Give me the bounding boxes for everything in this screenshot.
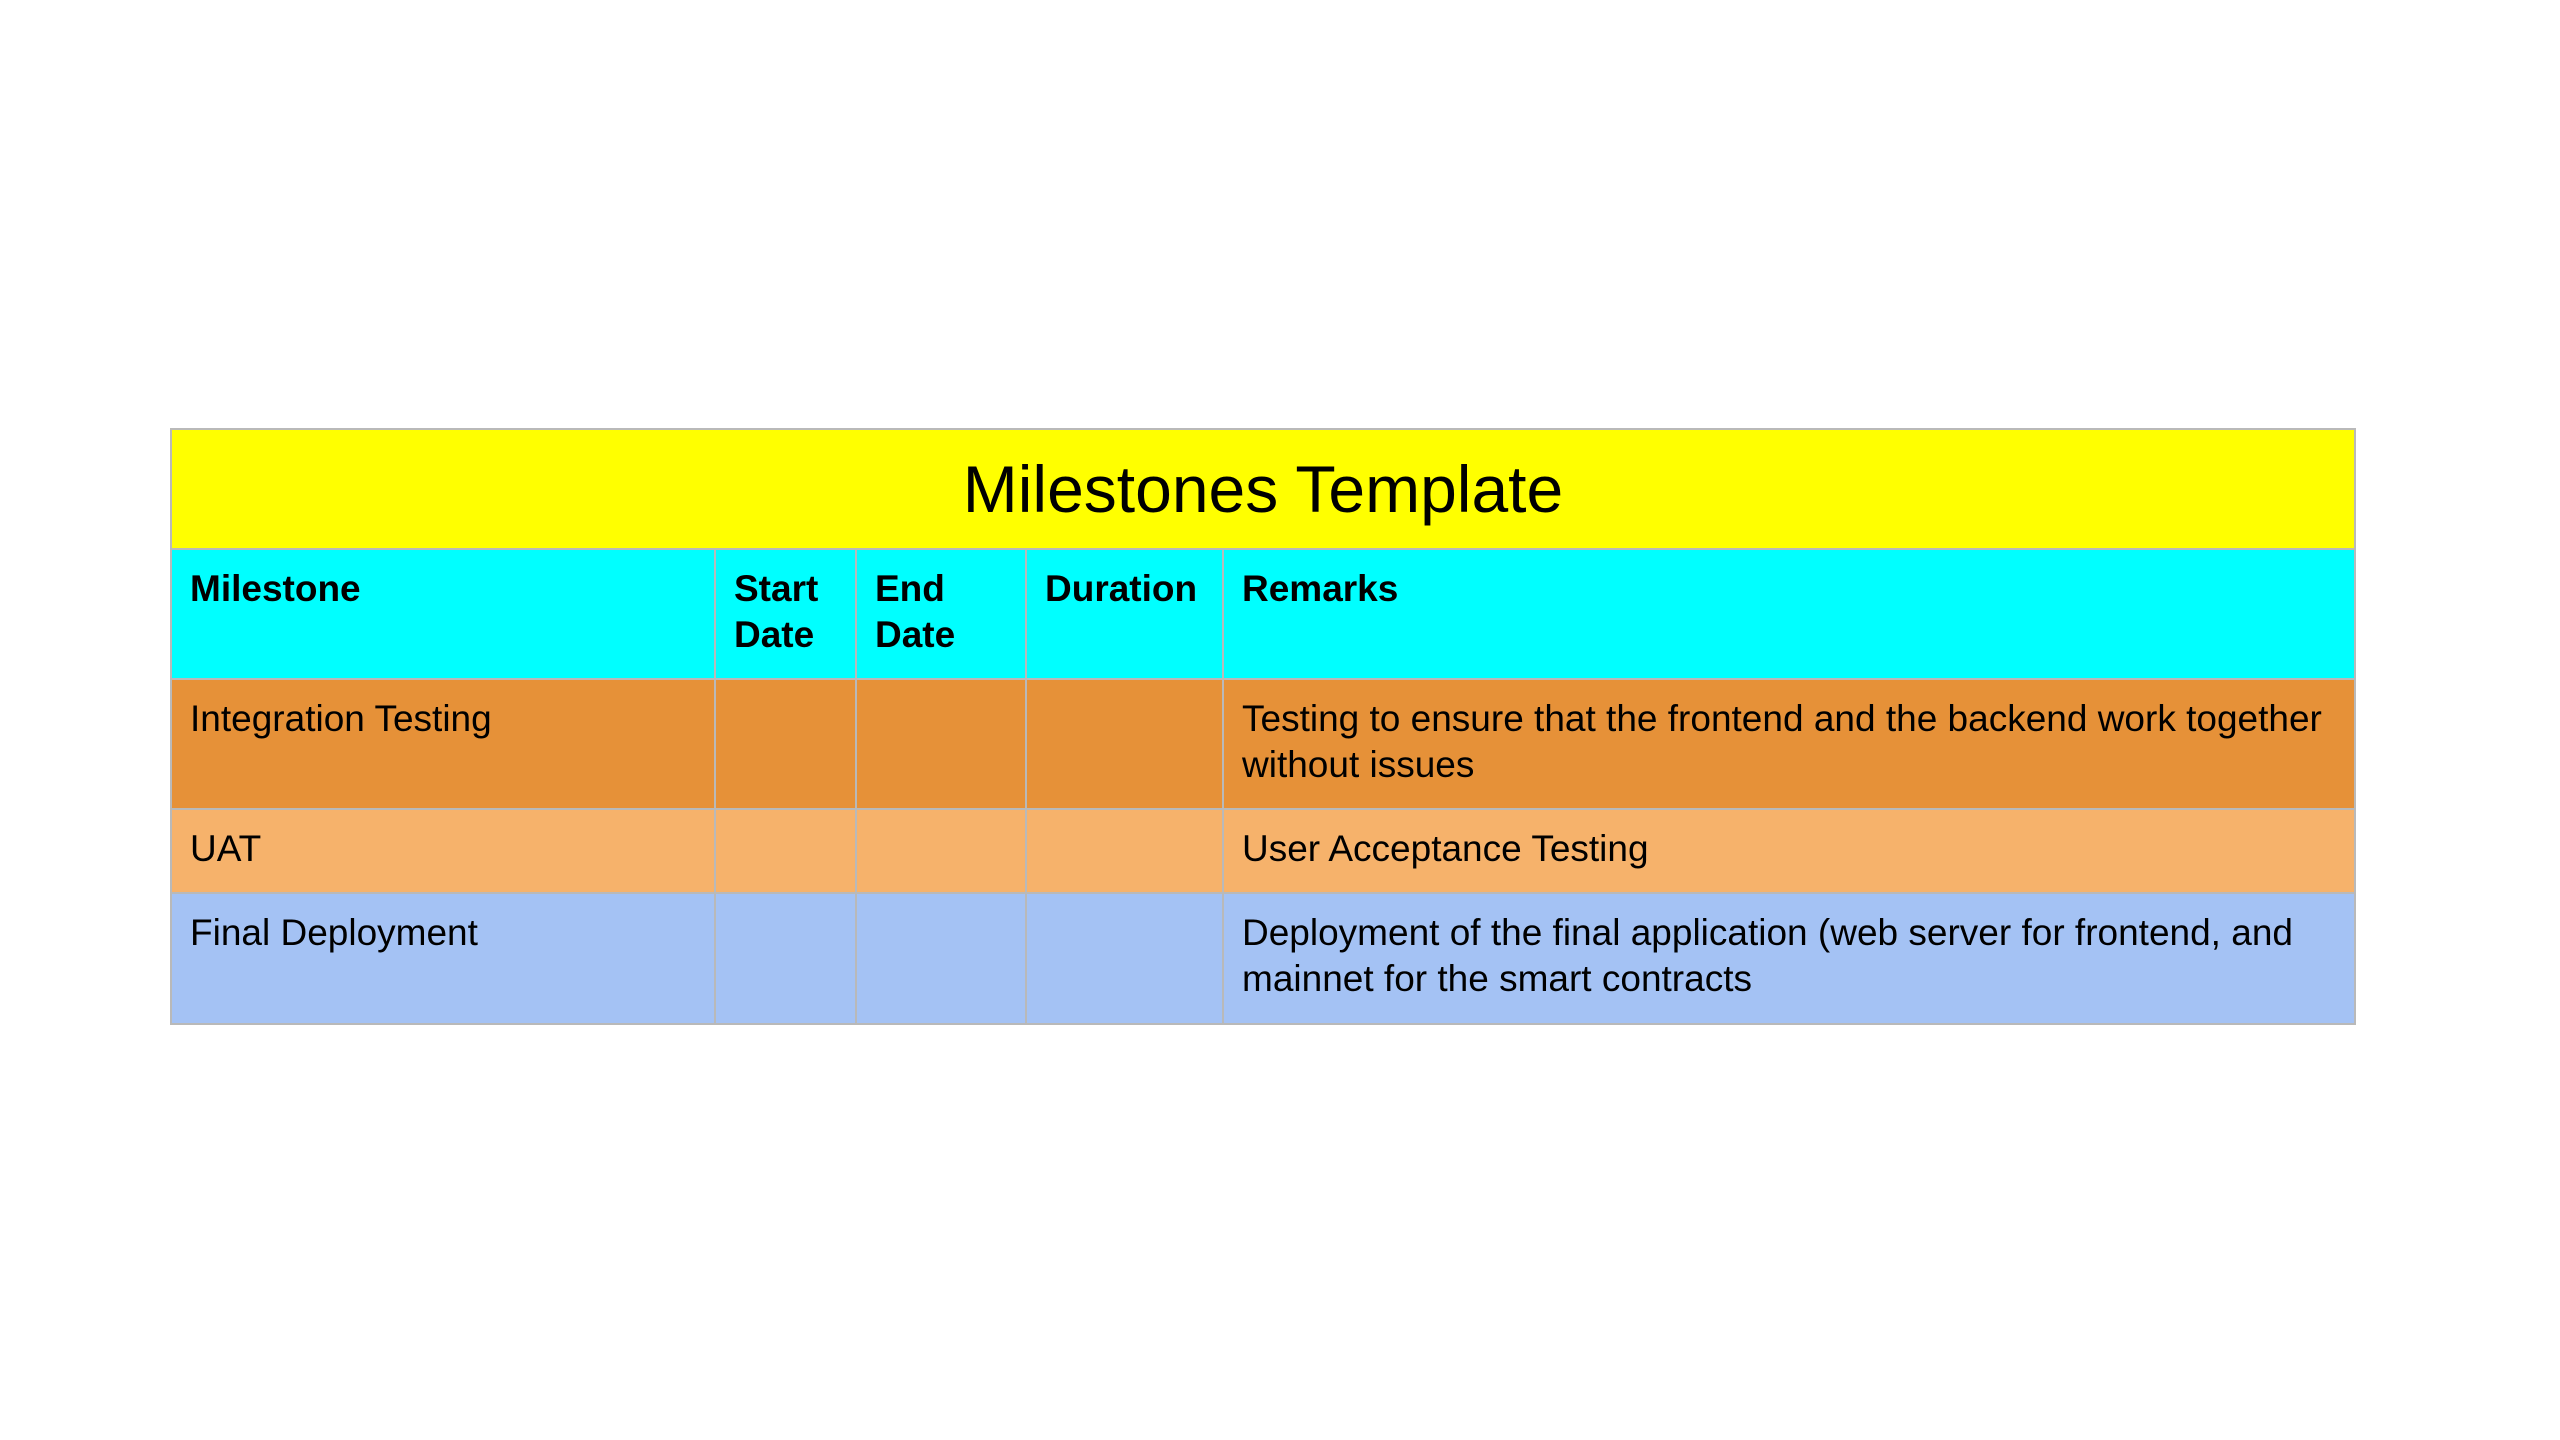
table-row — [171, 893, 2355, 1024]
duration-cell[interactable] — [1026, 893, 1223, 1024]
table-title: Milestones Template — [171, 429, 2355, 549]
start-date-cell[interactable] — [715, 809, 856, 893]
duration-cell[interactable] — [1026, 809, 1223, 893]
table-row — [171, 679, 2355, 809]
header-milestone: Milestone — [171, 549, 715, 679]
duration-cell[interactable] — [1026, 679, 1223, 809]
title-row — [171, 429, 2355, 549]
header-duration: Duration — [1026, 549, 1223, 679]
milestone-cell[interactable]: UAT — [171, 809, 715, 893]
start-date-cell[interactable] — [715, 893, 856, 1024]
remarks-cell[interactable]: User Acceptance Testing — [1223, 809, 2355, 893]
milestone-cell[interactable]: Final Deployment — [171, 893, 715, 1024]
start-date-cell[interactable] — [715, 679, 856, 809]
remarks-cell[interactable]: Testing to ensure that the frontend and the backend work together without issues — [1223, 679, 2355, 809]
header-row — [171, 549, 2355, 679]
header-end-date: End Date — [856, 549, 1026, 679]
table-row — [171, 809, 2355, 893]
milestones-table — [170, 428, 2356, 1025]
remarks-cell[interactable]: Deployment of the final application (web server for frontend, and mainnet for the smart contracts — [1223, 893, 2355, 1024]
end-date-cell[interactable] — [856, 809, 1026, 893]
end-date-cell[interactable] — [856, 893, 1026, 1024]
milestone-cell[interactable]: Integration Testing — [171, 679, 715, 809]
end-date-cell[interactable] — [856, 679, 1026, 809]
header-remarks: Remarks — [1223, 549, 2355, 679]
header-start-date: Start Date — [715, 549, 856, 679]
